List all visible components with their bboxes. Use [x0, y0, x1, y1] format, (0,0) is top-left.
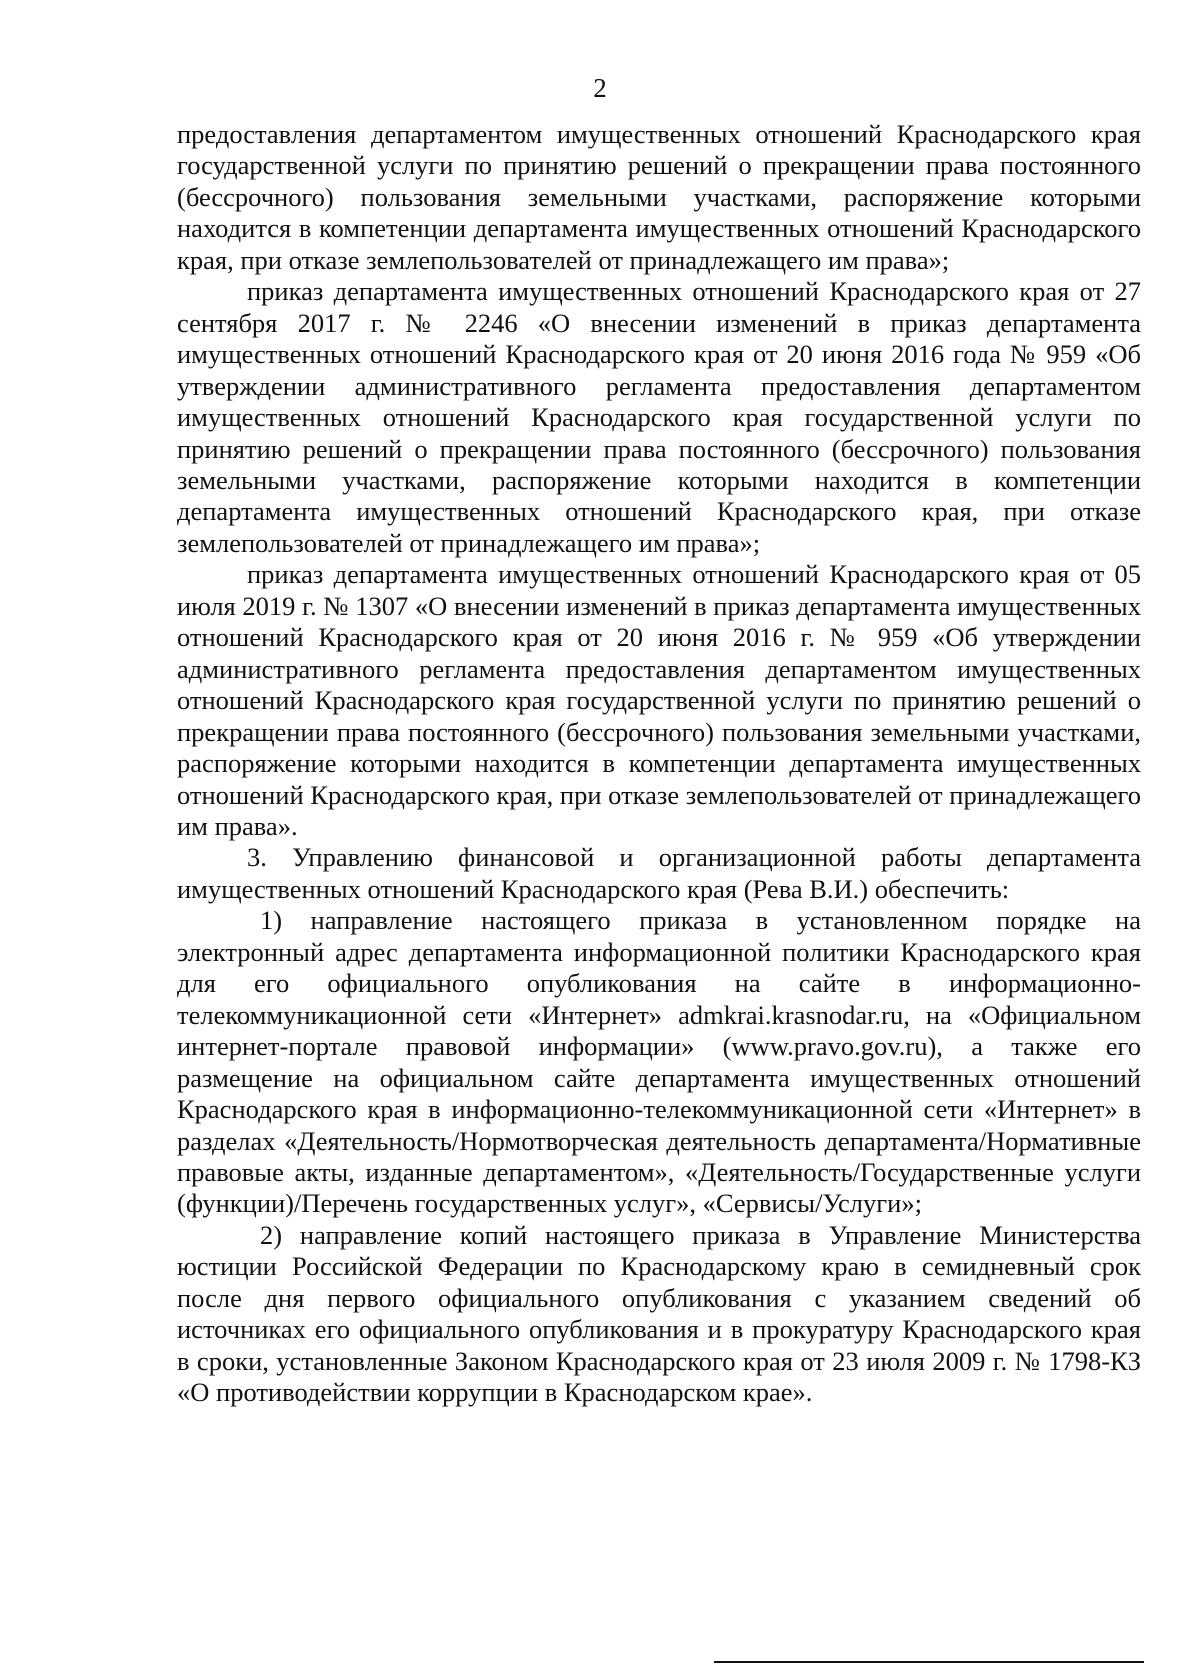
paragraph-order-2019: приказ департамента имущественных отношений Краснодарского края от 05 июля 2019 г. № 1307 «О внесении изменений в приказ департамента имущественных отношений Краснодарского края от 20 июня 2016 г. № 959 «Об утверждении административного регламента предоставления департаментом имущественных отношений Краснодарского края государственной услуги по принятию решений о прекращении права постоянного (бессрочного) пользования земельными участками, распоряжение которыми находится в компетенции департамента имущественных отношений Краснодарского края, при отказе землепользователей от принадлежащего им права». — [177, 559, 1141, 841]
paragraph-subitem-2: 2) направление копий настоящего приказа в Управление Министерства юстиции Российской Федерации по Краснодарскому краю в семидневный срок после дня первого официального опубликования с указанием сведений об источниках его официального опубликования и в прокуратуру Краснодарского края в сроки, установленные Законом Краснодарского края от 23 июля 2009 г. № 1798-КЗ «О противодействии коррупции в Краснодарском крае». — [177, 1219, 1141, 1408]
footer-divider — [714, 1661, 1144, 1663]
paragraph-order-2017: приказ департамента имущественных отношений Краснодарского края от 27 сентября 2017 г. № 2246 «О внесении изменений в приказ департамента имущественных отношений Краснодарского края от 20 июня 2016 года № 959 «Об утверждении административного регламента предоставления департаментом имущественных отношений Краснодарского края государственной услуги по принятию решений о прекращении права постоянного (бессрочного) пользования земельными участками, распоряжение которыми находится в компетенции департамента имущественных отношений Краснодарского края, при отказе землепользователей от принадлежащего им права»; — [177, 276, 1141, 558]
paragraph-subitem-1: 1) направление настоящего приказа в установленном порядке на электронный адрес департамента информационной политики Краснодарского края для его официального опубликования на сайте в информационно-телекоммуникационной сети «Интернет» admkrai.krasnodar.ru, на «Официальном интернет-портале правовой информации» (www.pravo.gov.ru), а также его размещение на официальном сайте департамента имущественных отношений Краснодарского края в информационно-телекоммуникационной сети «Интернет» в разделах «Деятельность/Нормотворческая деятельность департамента/Нормативные правовые акты, изданные департаментом», «Деятельность/Государственные услуги (функции)/Перечень государственных услуг», «Сервисы/Услуги»; — [177, 905, 1141, 1219]
document-body — [177, 119, 1141, 1409]
paragraph-item-3: 3. Управлению финансовой и организационной работы департамента имущественных отношений Краснодарского края (Рева В.И.) обеспечить: — [177, 842, 1141, 904]
paragraph-continuation: предоставления департаментом имущественных отношений Краснодарского края государственной услуги по принятию решений о прекращении права постоянного (бессрочного) пользования земельными участками, распоряжение которыми находится в компетенции департамента имущественных отношений Краснодарского края, при отказе землепользователей от принадлежащего им права»; — [177, 119, 1141, 275]
page-number: 2 — [593, 73, 607, 103]
